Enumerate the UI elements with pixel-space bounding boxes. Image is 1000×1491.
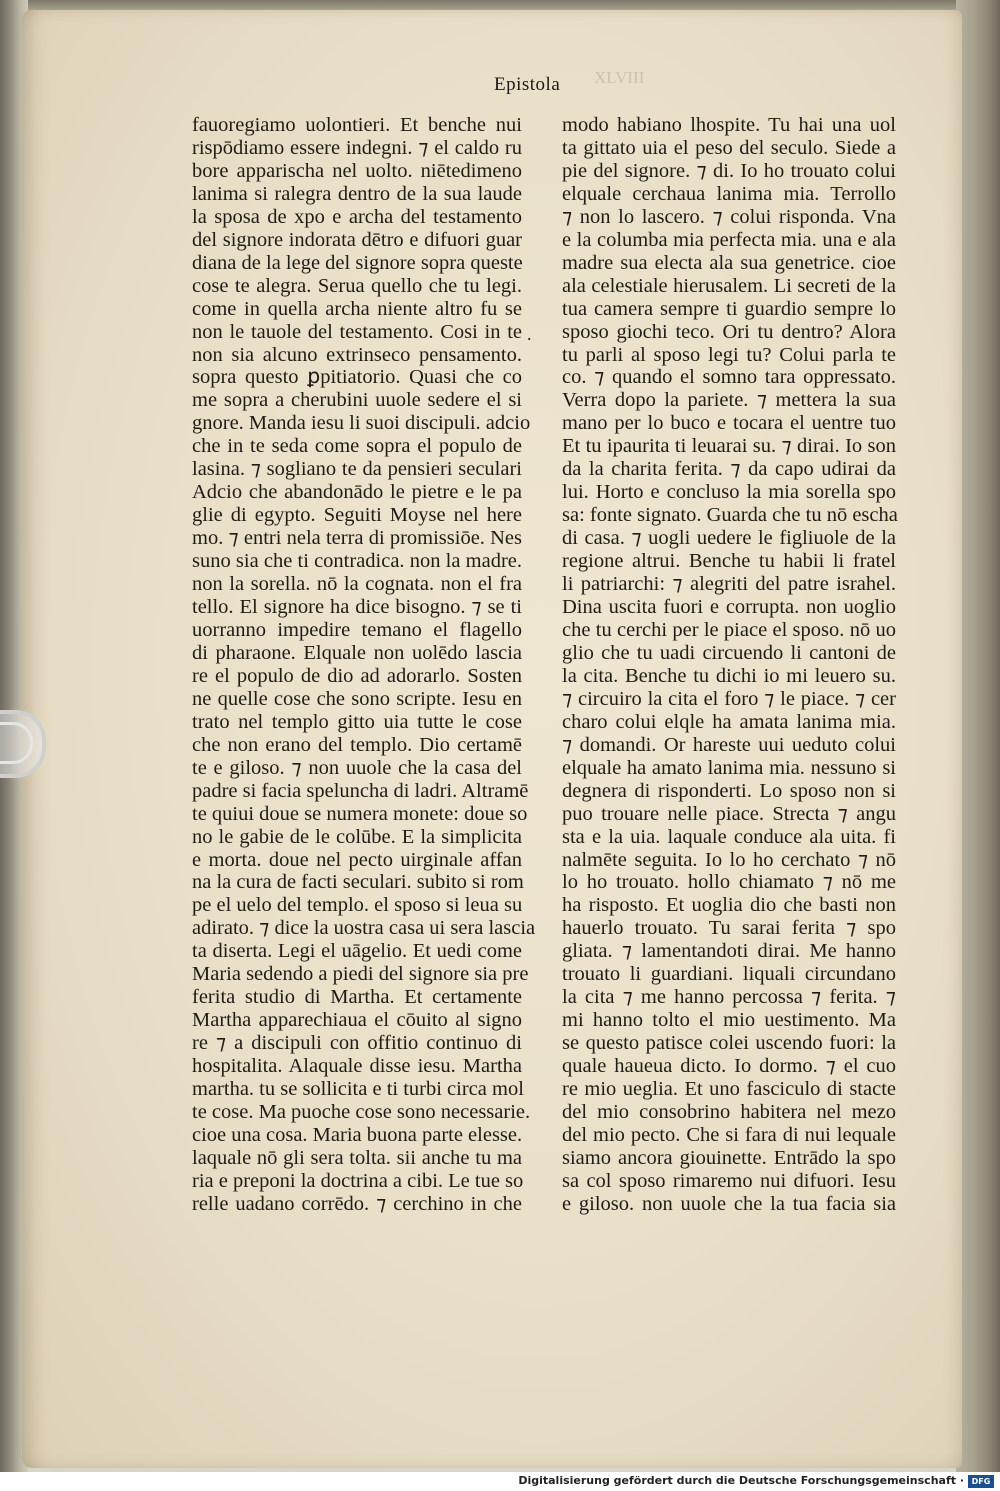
text-line: laquale nō gli sera tolta. sii anche tu ma xyxy=(192,1146,522,1169)
text-line: e giloso. non uuole che la tua facia sia xyxy=(562,1192,896,1215)
text-line: tello. El signore ha dice bisogno. ⁊ se ti xyxy=(192,596,522,619)
text-line: Adcio che abandonādo le pietre e le pa xyxy=(192,481,522,504)
text-line: puo trouare nelle piace. Strecta ⁊ angu xyxy=(562,802,896,825)
text-line: elquale cerchaua lanima mia. Terrollo xyxy=(562,182,896,205)
text-line: quale haueua dicto. Io dormo. ⁊ el cuo xyxy=(562,1055,896,1078)
text-line: degnera di risponderti. Lo sposo non si xyxy=(562,779,896,802)
text-line: che in te seda come sopra el populo de xyxy=(192,435,522,458)
text-line: non le tauole del testamento. Cosi in te xyxy=(192,320,522,343)
text-line: rispōdiamo essere indegni. ⁊ el caldo ru xyxy=(192,136,522,159)
text-line: suno sia che ti contradica. non la madre. xyxy=(192,550,522,573)
text-line: li patriarchi: ⁊ alegriti del patre israhel. xyxy=(562,573,896,596)
text-line: del mio pecto. Che si fara di nui lequale xyxy=(562,1123,896,1146)
text-line: charo colui elqle ha amata lanima mia. xyxy=(562,710,896,733)
text-line: lui. Horto e concluso la mia sorella spo xyxy=(562,481,896,504)
text-line: nalmēte seguita. Io lo ho cerchato ⁊ nō xyxy=(562,848,896,871)
text-line: di pharaone. Elquale non uolēdo lascia xyxy=(192,641,522,664)
text-line: diana de la lege del signore sopra queste xyxy=(192,251,523,274)
text-line: tu parli al sposo legi tu? Colui parla te xyxy=(562,343,896,366)
text-line: ferita studio di Martha. Et certamente xyxy=(192,986,522,1009)
text-line: che tu cerchi per le piace el sposo. nō uo xyxy=(562,618,896,641)
text-line: non la sorella. nō la cognata. non el fra xyxy=(192,573,522,596)
text-line: fauoregiamo uolontieri. Et benche nui xyxy=(192,114,522,136)
text-line: te cose. Ma puoche cose sono necessarie. xyxy=(192,1100,531,1123)
text-line: relle uadano corrēdo. ⁊ cerchino in che xyxy=(192,1192,522,1215)
text-line: no le gabie de le colūbe. E la simplicita xyxy=(192,825,522,848)
left-text-column xyxy=(192,114,536,1216)
text-line: ⁊ circuiro la cita el foro ⁊ le piace. ⁊ cer xyxy=(562,687,896,710)
text-line: lanima si ralegra dentro de la sua laude xyxy=(192,182,522,205)
text-line: me sopra a cherubini uuole sedere el si xyxy=(192,389,522,412)
stray-ink-mark: . xyxy=(527,324,532,344)
text-line: la sposa de xpo e archa del testamento xyxy=(192,205,522,228)
text-line: trato nel templo gitto uia tutte le cose xyxy=(192,710,522,733)
text-line: che non erano del templo. Dio certamē xyxy=(192,733,522,756)
text-line: e la columba mia perfecta mia. una e ala xyxy=(562,228,896,251)
text-line: gliata. ⁊ lamentandoti dirai. Me hanno xyxy=(562,940,896,963)
text-line: lasina. ⁊ sogliano te da pensieri seculari xyxy=(192,458,522,481)
text-line: re ⁊ a discipuli con offitio continuo di xyxy=(192,1032,522,1055)
text-line: uorranno impedire temano el flagello xyxy=(192,618,522,641)
text-line: ne quelle cose che sono scripte. Iesu en xyxy=(192,687,522,710)
text-line: mano per lo buco e tocara el uentre tuo xyxy=(562,412,896,435)
text-line: Maria sedendo a piedi del signore sia pre xyxy=(192,963,529,986)
text-line: regione altrui. Benche tu habii li fratel xyxy=(562,550,896,573)
text-line: adirato. ⁊ dice la uostra casa ui sera lascia xyxy=(192,917,536,940)
text-line: sopra questo ꝑpitiatorio. Quasi che co xyxy=(192,366,522,389)
text-line: mo. ⁊ entri nela terra di promissiōe. Nes xyxy=(192,527,522,550)
show-through-folio: XLVIII xyxy=(594,68,645,87)
text-line: sposo giochi teco. Ori tu dentro? Alora xyxy=(562,320,896,343)
text-line: glio che tu uadi circuendo li cantoni de xyxy=(562,641,896,664)
text-line: ala celestiale hierusalem. Li secreti de la xyxy=(562,274,896,297)
text-line: tua camera sempre ti guardio sempre lo xyxy=(562,297,896,320)
text-line: hospitalita. Alaquale disse iesu. Martha xyxy=(192,1055,522,1078)
text-line: hauerlo trouato. Tu sarai ferita ⁊ spo xyxy=(562,917,896,940)
text-line: gnore. Manda iesu li suoi discipuli. adcio xyxy=(192,412,531,435)
text-line: sta e la uia. laquale conduce ala uita. fi xyxy=(562,825,896,848)
right-text-column xyxy=(562,114,896,1216)
text-line: ha risposto. Et uoglia dio che basti non xyxy=(562,894,896,917)
text-line: come in quella archa niente altro fu se xyxy=(192,297,522,320)
text-line: da la charita ferita. ⁊ da capo udirai da xyxy=(562,458,896,481)
text-line: glie di egypto. Seguiti Moyse nel here xyxy=(192,504,522,527)
text-line: cioe una cosa. Maria buona parte elesse. xyxy=(192,1123,523,1146)
text-line: martha. tu se sollicita e ti turbi circa mol xyxy=(192,1078,524,1101)
funding-credit: Digitalisierung gefördert durch die Deutsche Forschungsgemeinschaft · xyxy=(518,1474,964,1487)
text-line: del mio consobrino habitera nel mezo xyxy=(562,1100,896,1123)
text-line: te e giloso. ⁊ non uuole che la casa del xyxy=(192,756,522,779)
text-line: co. ⁊ quando el somno tara oppressato. xyxy=(562,366,896,389)
text-line: sa col sposo rimaremo nui difuori. Iesu xyxy=(562,1169,896,1192)
text-line: di casa. ⁊ uogli uedere le figliuole de la xyxy=(562,527,896,550)
text-line: ria e preponi la doctrina a cibi. Le tue so xyxy=(192,1169,524,1192)
text-line: siamo ancora giouinette. Entrādo la spo xyxy=(562,1146,896,1169)
text-line: la cita ⁊ me hanno percossa ⁊ ferita. ⁊ xyxy=(562,986,896,1009)
text-line: del signore indorata dētro e difuori guar xyxy=(192,228,522,251)
text-line: Verra dopo la pariete. ⁊ mettera la sua xyxy=(562,389,896,412)
text-line: ⁊ non lo lascero. ⁊ colui risponda. Vna xyxy=(562,205,896,228)
text-line: lo ho trouato. hollo chiamato ⁊ nō me xyxy=(562,871,896,894)
text-line: sa: fonte signato. Guarda che tu nō escha xyxy=(562,504,898,527)
text-line: bore apparischa nel uolto. niētedimeno xyxy=(192,159,522,182)
text-line: ta diserta. Legi el uāgelio. Et uedi come xyxy=(192,940,522,963)
text-line: elquale ha amato lanima mia. nessuno si xyxy=(562,756,896,779)
text-line: trouato li guardiani. liquali circundano xyxy=(562,963,896,986)
text-line: mi hanno tolto el mio uestimento. Ma xyxy=(562,1009,896,1032)
text-line: se questo patisce colei uscendo fuori: la xyxy=(562,1032,896,1055)
text-line: modo habiano lhospite. Tu hai una uol xyxy=(562,114,896,136)
text-line: pie del signore. ⁊ di. Io ho trouato colui xyxy=(562,159,896,182)
text-line: madre sua electa ala sua genetrice. cioe xyxy=(562,251,896,274)
text-line: Martha apparechiaua el cōuito al signo xyxy=(192,1009,522,1032)
text-line: la cita. Benche tu dichi io mi leuero su. xyxy=(562,664,896,687)
text-line: e morta. doue nel pecto uirginale affan xyxy=(192,848,522,871)
text-line: padre si facia speluncha di ladri. Altramē xyxy=(192,779,529,802)
running-head: Epistola xyxy=(494,74,561,95)
footer-bar xyxy=(0,1472,1000,1491)
text-line: non sia alcuno extrinseco pensamento. xyxy=(192,343,522,366)
text-line: re el populo de dio ad adorarlo. Sosten xyxy=(192,664,522,687)
text-line: Et tu ipaurita ti leuarai su. ⁊ dirai. Io son xyxy=(562,435,896,458)
text-line: na la cura de facti seculari. subito si rom xyxy=(192,871,524,894)
text-line: pe el uelo del templo. el sposo si leua su xyxy=(192,894,523,917)
text-line: Dina uscita fuori e corrupta. non uoglio xyxy=(562,596,896,619)
text-line: re mio ueglia. Et uno fasciculo di stacte xyxy=(562,1078,896,1101)
text-line: ta gittato uia el peso del seculo. Siede a xyxy=(562,136,896,159)
text-line: ⁊ domandi. Or hareste uui ueduto colui xyxy=(562,733,896,756)
book-right-edge xyxy=(956,0,1000,1472)
text-line: cose te alegra. Serua quello che tu legi. xyxy=(192,274,522,297)
dfg-logo: DFG xyxy=(968,1475,994,1488)
text-line: te quiui doue se numera monete: doue so xyxy=(192,802,528,825)
